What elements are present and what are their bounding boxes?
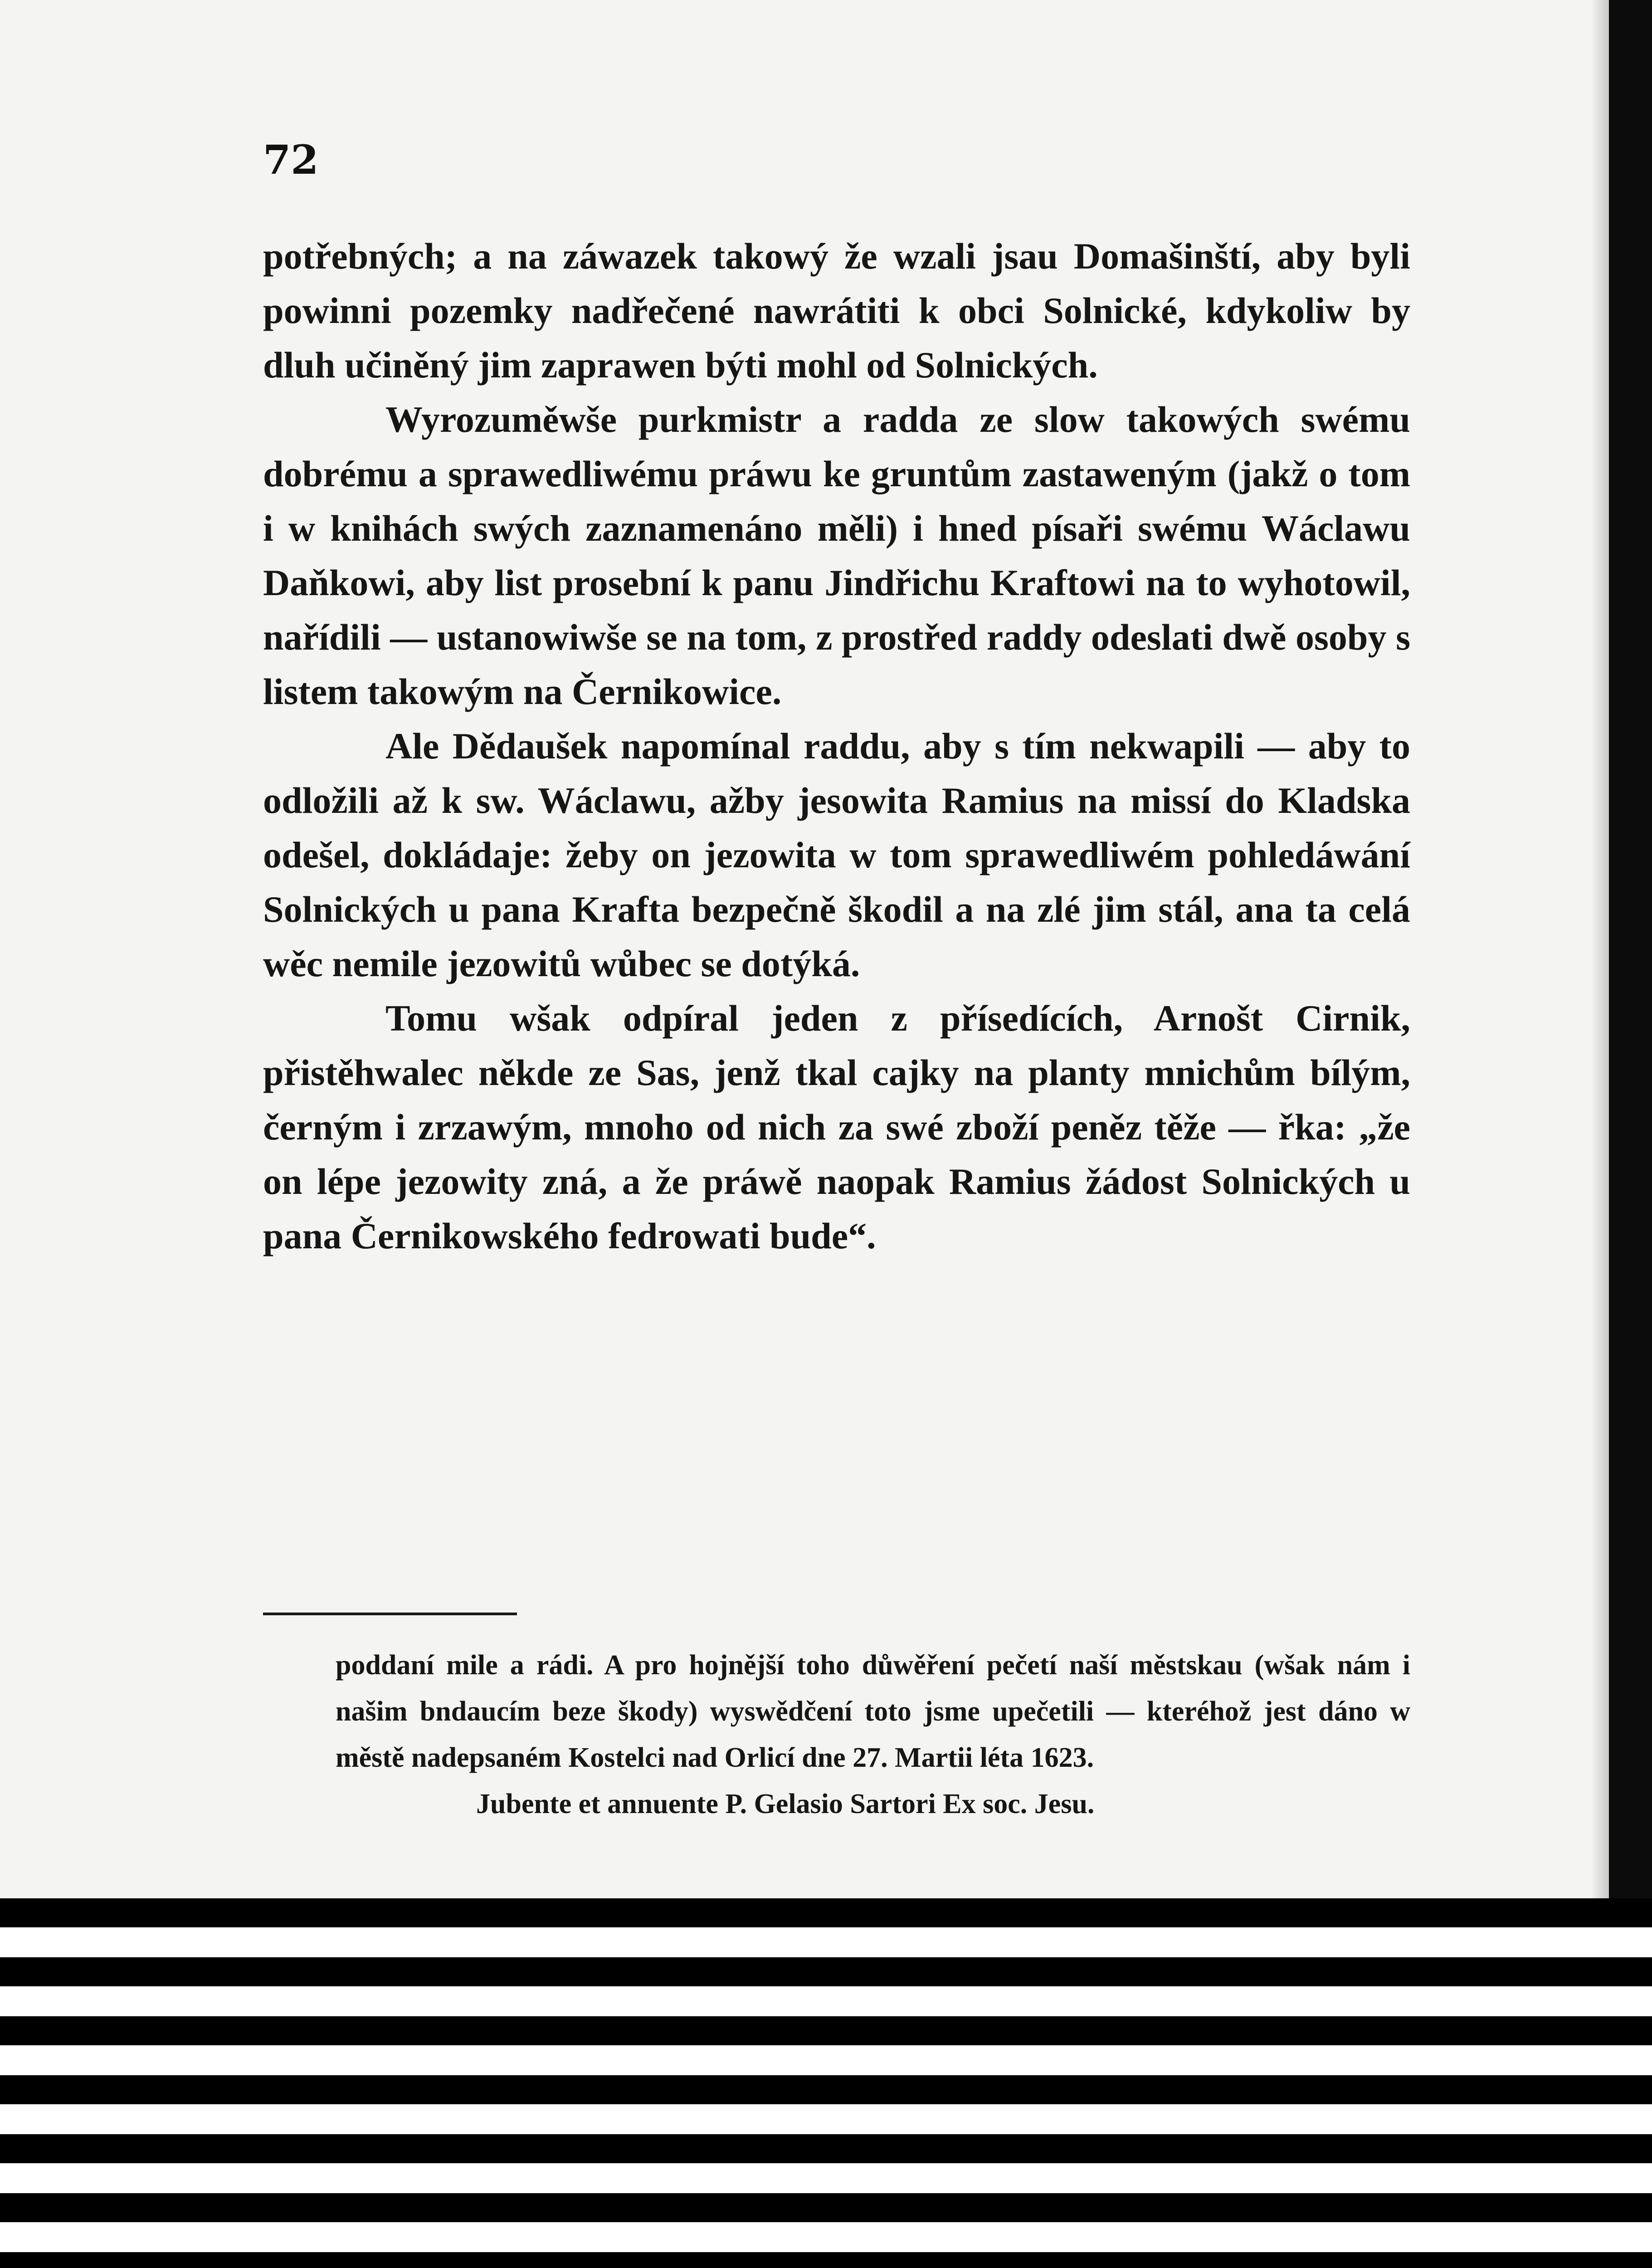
paragraph: Ale Dědaušek napomínal raddu, aby s tím nekwapili — aby to odložili až k sw. Wáclawu, ažby jesowita Ramius na missí do Kladska odešel, dokládaje: žeby on jezowita w tom sprawedliwém pohledáwání Solnických u pana Krafta bezpečně škodil a na zlé jim stál, ana ta celá wěc nemile jezowitů wůbec se dotýká. [263,725,1410,984]
redaction-stripes [0,1898,1652,2268]
footnote-text: poddaní mile a rádi. A pro hojnější toho důwěření pečetí naší městskau (wšak nám i našim bndaucím beze škody) wyswědčení toto jsme upečetili — kteréhož jest dáno w městě nadepsaném Kostelci nad Orlicí dne 27. Martii léta 1623. [336,1650,1410,1773]
footnote-signoff: Jubente et annuente P. Gelasio Sartori Ex soc. Jesu. [476,1789,1095,1819]
page-number: 72 [263,136,319,183]
page-gutter-shadow [1591,0,1609,1898]
footnote-divider [263,1613,517,1615]
paragraph: Wyrozuměwše purkmistr a radda ze slow takowých swému dobrému a sprawedliwému práwu ke gruntům zastaweným (jakž o tom i w knihách swých zaznamenáno měli) i hned písaři swému Wáclawu Daňkowi, aby list prosební k panu Jindřichu Kraftowi na to wyhotowil, nařídili — ustanowiwše se na tom, z prostřed raddy odeslati dwě osoby s listem takowým na Černikowice. [263,399,1410,712]
scan-edge-border [1609,0,1652,1898]
main-text [263,229,1410,1263]
paragraph: potřebných; a na záwazek takowý že wzali jsau Domašinští, aby byli powinni pozemky nadřečené nawrátiti k obci Solnické, kdykoliw by dluh učiněný jim zaprawen býti mohl od Solnických. [263,235,1410,386]
footnote-block [336,1642,1410,1827]
paragraph: Tomu wšak odpíral jeden z přísedících, Arnošt Cirnik, přistěhwalec někde ze Sas, jenž tkal cajky na planty mnichům bílým, černým i zrzawým, mnoho od nich za swé zboží peněz těže — řka: „že on lépe jezowity zná, a že práwě naopak Ramius žádost Solnických u pana Černikowského fedrowati bude“. [263,997,1410,1256]
